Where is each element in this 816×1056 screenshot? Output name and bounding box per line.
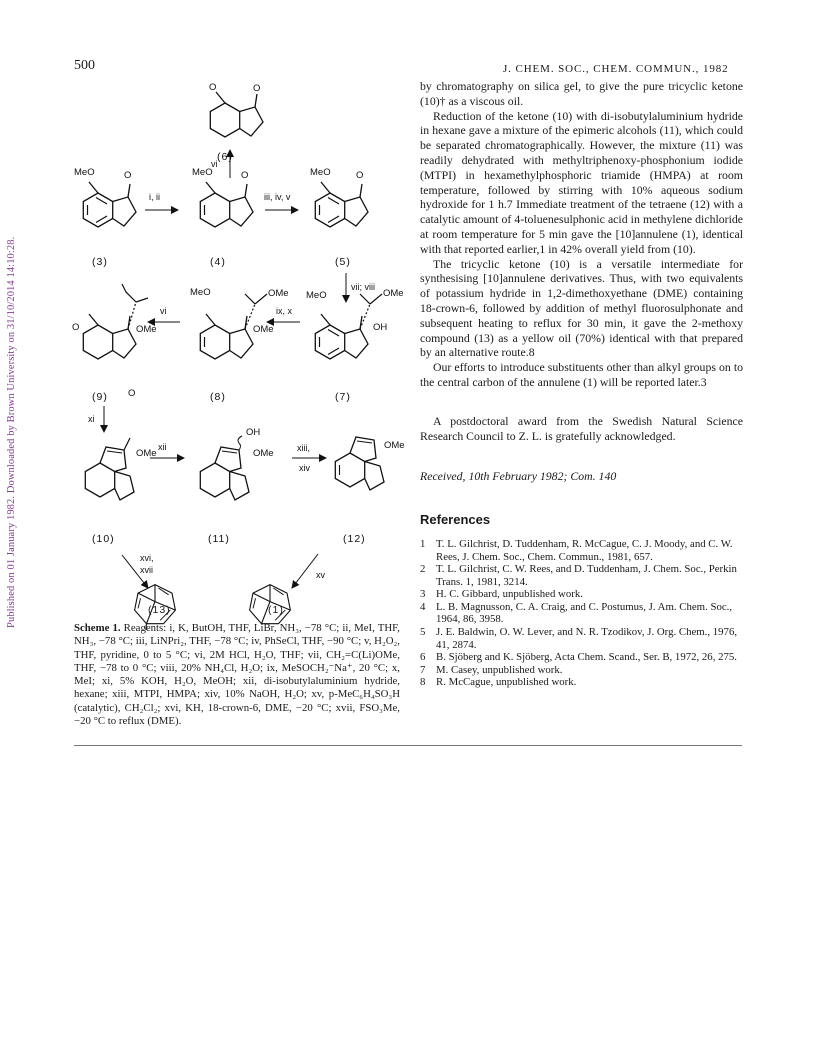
references-list <box>420 538 743 689</box>
compound-9-ome: OMe <box>136 324 157 335</box>
arrow-12-to-1 <box>292 554 318 588</box>
label-compound-7: (7) <box>335 391 351 403</box>
compound-9-o: O <box>72 322 80 333</box>
label-compound-11: (11) <box>208 533 230 545</box>
right-column <box>420 79 743 689</box>
compound-7 <box>315 294 382 359</box>
compound-4 <box>200 182 253 227</box>
arrow-label-vii-viii: vii; viii <box>351 282 375 292</box>
compound-7-ome: OMe <box>383 288 404 299</box>
compound-5-meo: MeO <box>310 167 331 178</box>
compound-6 <box>209 82 263 137</box>
arrow-label-vi-up: vi <box>211 159 218 169</box>
compound-10 <box>85 438 134 500</box>
acknowledgement: A postdoctoral award from the Swedish Natural Science Research Council to Z. L. is gratefully acknowledged. <box>420 413 743 443</box>
compound-4-o: O <box>241 170 249 181</box>
label-compound-6: (6) <box>217 151 233 163</box>
journal-header: J. CHEM. SOC., CHEM. COMMUN., 1982 <box>503 63 729 75</box>
label-compound-4: (4) <box>210 256 226 268</box>
scheme-caption-title: Scheme 1. <box>74 622 121 634</box>
compound-8-meo: MeO <box>190 287 211 298</box>
reference-item: 8 R. McCague, unpublished work. <box>420 676 577 689</box>
compound-11-oh: OH <box>246 427 261 438</box>
reaction-scheme <box>60 70 410 630</box>
reference-item: 5 J. E. Baldwin, O. W. Lever, and N. R. Tzodikov, J. Org. Chem., 1976, 41, 2874. <box>420 626 738 651</box>
arrow-label-iii-iv-v: iii, iv, v <box>264 192 291 202</box>
scheme-caption <box>74 622 400 728</box>
paragraph-2: Reduction of the ketone (10) with di-isobutylaluminium hydride in hexane gave a mixture of the epimeric alcohols (11), which could be separated chromatographically. However, the mixture (11) was readily dehydrated with methyltriphenoxy-phosphonium iodide (MTPI) in hexamethylphosphoric triamide (HMPA) at room temperature, followed by stirring with 10% aqueous sodium hydroxide for 1 h.7 Immediate treatment of the tetraene (12) with a catalytic amount of 4-toluenesulphonic acid in methylene dichloride at room temperature for 5 min gave the [10]annulene (1), identical with that reported earlier,1 in 42% overall yield from (10). <box>420 108 743 256</box>
scheme-caption-text: Reagents: i, K, ButOH, THF, LiBr, NH₃, −78 °C; ii, MeI, THF, NH₃, −78 °C; iii, LiNPri₂, THF, −78 °C; iv, PhSeCl, THF, −90 °C; v, H₂O₂, THF, pyridine, 0 to 5 °C; vi, 2M HCl, H₂O, THF; vii, CH₂=C(Li)OMe, THF, −78 to 0 °C; viii, 20% NH₄Cl, H₂O; ix, MeSOCH₂⁻Na⁺, 20 °C; x, MeI; xi, 5% KOH, H₂O, MeOH; xii, di-isobutylaluminium hydride, hexane; xiii, MTPI, HMPA; xiv, 10% NaOH, H₂O; xv, p-MeC₆H₄SO₃H (catalytic), CH₂Cl₂; xvi, KH, 18-crown-6, DME, −20 °C; xvii, FSO₃Me, −20 °C to reflux (DME). <box>74 622 400 728</box>
compound-3-meo: MeO <box>74 167 95 178</box>
compound-4-meo: MeO <box>192 167 213 178</box>
compound-5-o: O <box>356 170 364 181</box>
compound-10-ome: OMe <box>136 448 157 459</box>
label-compound-12: (12) <box>343 533 366 545</box>
label-compound-1: (1) <box>268 604 284 616</box>
arrow-label-xv: xv <box>316 570 325 580</box>
compound-9 <box>83 284 148 359</box>
arrow-label-xii: xii <box>158 442 167 452</box>
svg-text:O: O <box>209 82 217 93</box>
download-watermark: Published on 01 January 1982. Downloaded by Brown University on 31/10/2014 14:10:28. <box>6 236 17 628</box>
reference-item: 2 T. L. Gilchrist, C. W. Rees, and D. Tuddenham, J. Chem. Soc., Perkin Trans. 1, 1981, 3214. <box>420 563 737 588</box>
page-bottom-rule <box>74 745 742 746</box>
reference-item: 1 T. L. Gilchrist, D. Tuddenham, R. McCague, C. J. Moody, and C. W. Rees, J. Chem. Soc., Chem. Commun., 1981, 657. <box>420 537 733 563</box>
page-number: 500 <box>74 58 95 73</box>
label-compound-3: (3) <box>92 256 108 268</box>
compound-8-ome-top: OMe <box>268 288 289 299</box>
paragraph-4: Our efforts to introduce substituents other than alkyl groups on to the central carbon of the annulene (1) will be reported later.3 <box>420 360 743 389</box>
reference-item: 4 L. B. Magnusson, C. A. Craig, and C. Postumus, J. Am. Chem. Soc., 1964, 86, 3958. <box>420 600 733 626</box>
compound-12 <box>335 437 384 490</box>
reference-item: 7 M. Casey, unpublished work. <box>420 663 563 676</box>
svg-text:O: O <box>253 83 261 94</box>
label-compound-5: (5) <box>335 256 351 268</box>
arrow-label-xiii: xiii, <box>297 443 310 453</box>
arrow-label-xvii: xvii <box>140 565 153 575</box>
compound-5 <box>315 182 368 227</box>
arrow-label-xiv: xiv <box>299 463 310 473</box>
compound-3-o: O <box>124 170 132 181</box>
arrow-label-xi: xi <box>88 414 95 424</box>
compound-11 <box>200 436 249 500</box>
paragraph-3: The tricyclic ketone (10) is a versatile intermediate for synthesising [10]annulene derivatives. Thus, with two equivalents of potassium hydride in 1,2-dimethoxyethane (DME) containing 18-crown-6, followed by addition of methyl fluorosulphonate and subsequent heating to reflux for 30 min, it gave the 2-methoxy compound (13) as a yellow oil (70%) identical with that prepared by an alternative route.8 <box>420 256 743 360</box>
compound-7-oh: OH <box>373 322 388 333</box>
label-compound-13: (13) <box>148 604 171 616</box>
compound-7-meo: MeO <box>306 290 327 301</box>
paragraph-1: by chromatography on silica gel, to give the pure tricyclic ketone (10)† as a viscous oil. <box>420 79 743 108</box>
arrow-label-xvi: xvi, <box>140 553 154 563</box>
received-date: Received, 10th February 1982; Com. 140 <box>420 469 617 484</box>
compound-11-ome: OMe <box>253 448 274 459</box>
label-compound-10: (10) <box>92 533 115 545</box>
reference-item: 6 B. Sjöberg and K. Sjöberg, Acta Chem. Scand., Ser. B, 1972, 26, 275. <box>420 651 737 664</box>
label-compound-8: (8) <box>210 391 226 403</box>
label-compound-9: (9) <box>92 391 108 403</box>
compound-8-ome: OMe <box>253 324 274 335</box>
reference-item: 3 H. C. Gibbard, unpublished work. <box>420 588 583 601</box>
arrow-label-ix-x: ix, x <box>276 306 293 316</box>
compound-10-o: O <box>128 388 136 399</box>
compound-3 <box>83 182 136 227</box>
arrow-label-vi: vi <box>160 306 167 316</box>
compound-12-ome: OMe <box>384 440 405 451</box>
references-heading: References <box>420 512 491 528</box>
arrow-label-i-ii: i, ii <box>149 192 160 202</box>
